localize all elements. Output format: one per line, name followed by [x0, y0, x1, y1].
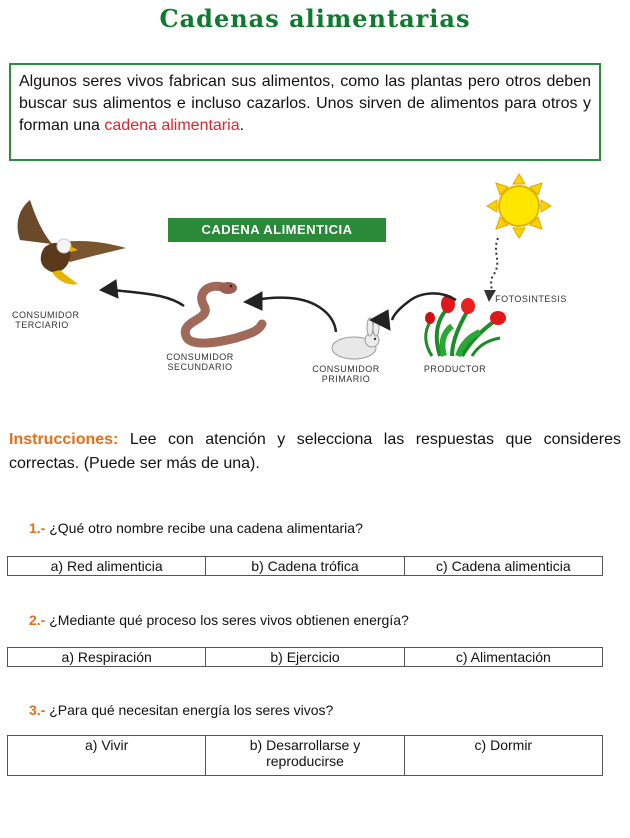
- label-secondary: CONSUMIDOR SECUNDARIO: [166, 352, 234, 372]
- question-1: 1.- ¿Qué otro nombre recibe una cadena alimentaria?: [29, 520, 363, 536]
- options-q1: [7, 556, 603, 576]
- question-2: 2.- ¿Mediante qué proceso los seres vivos obtienen energía?: [29, 612, 409, 628]
- chain-arrows: [100, 280, 456, 332]
- option-2a[interactable]: a) Respiración: [8, 648, 206, 667]
- option-3b[interactable]: b) Desarrollarse y reproducirse: [206, 736, 404, 776]
- label-tertiary: CONSUMIDOR TERCIARIO: [12, 310, 80, 330]
- page-title: Cadenas alimentarias: [159, 4, 471, 33]
- option-1c[interactable]: c) Cadena alimenticia: [404, 557, 602, 576]
- label-primary: CONSUMIDOR PRIMARIO: [312, 364, 380, 384]
- instructions-lead: Instrucciones:: [9, 431, 119, 448]
- option-3c[interactable]: c) Dormir: [404, 736, 602, 776]
- flowers-icon: [425, 295, 506, 356]
- intro-end: .: [239, 117, 245, 134]
- question-3: 3.- ¿Para qué necesitan energía los seres vivos?: [29, 702, 334, 718]
- option-1a[interactable]: a) Red alimenticia: [8, 557, 206, 576]
- photosynthesis-arrow: [490, 238, 498, 294]
- eagle-icon: [18, 200, 126, 286]
- instructions: [9, 428, 621, 476]
- sun-icon: [487, 174, 551, 238]
- options-q3: [7, 735, 603, 776]
- snake-icon: [185, 282, 262, 343]
- chain-banner: CADENA ALIMENTICIA: [168, 218, 386, 242]
- label-photosynthesis: FOTOSINTESIS: [495, 294, 567, 304]
- instructions-text: Lee con atención y selecciona las respuestas que consideres correctas. (Puede ser más de una).: [9, 431, 621, 472]
- option-1b[interactable]: b) Cadena trófica: [206, 557, 404, 576]
- food-chain-diagram: [0, 170, 630, 410]
- rabbit-icon: [332, 318, 379, 359]
- intro-text: Algunos seres vivos fabrican sus alimentos, como las plantas pero otros deben buscar sus alimentos e incluso cazarlos. Unos sirven de alimentos para otros y forman una: [19, 73, 591, 134]
- intro-highlight: cadena alimentaria: [104, 117, 240, 134]
- option-3a[interactable]: a) Vivir: [8, 736, 206, 776]
- option-2c[interactable]: c) Alimentación: [404, 648, 602, 667]
- option-2b[interactable]: b) Ejercicio: [206, 648, 404, 667]
- label-producer: PRODUCTOR: [423, 364, 487, 374]
- intro-box: [9, 63, 601, 161]
- options-q2: [7, 647, 603, 667]
